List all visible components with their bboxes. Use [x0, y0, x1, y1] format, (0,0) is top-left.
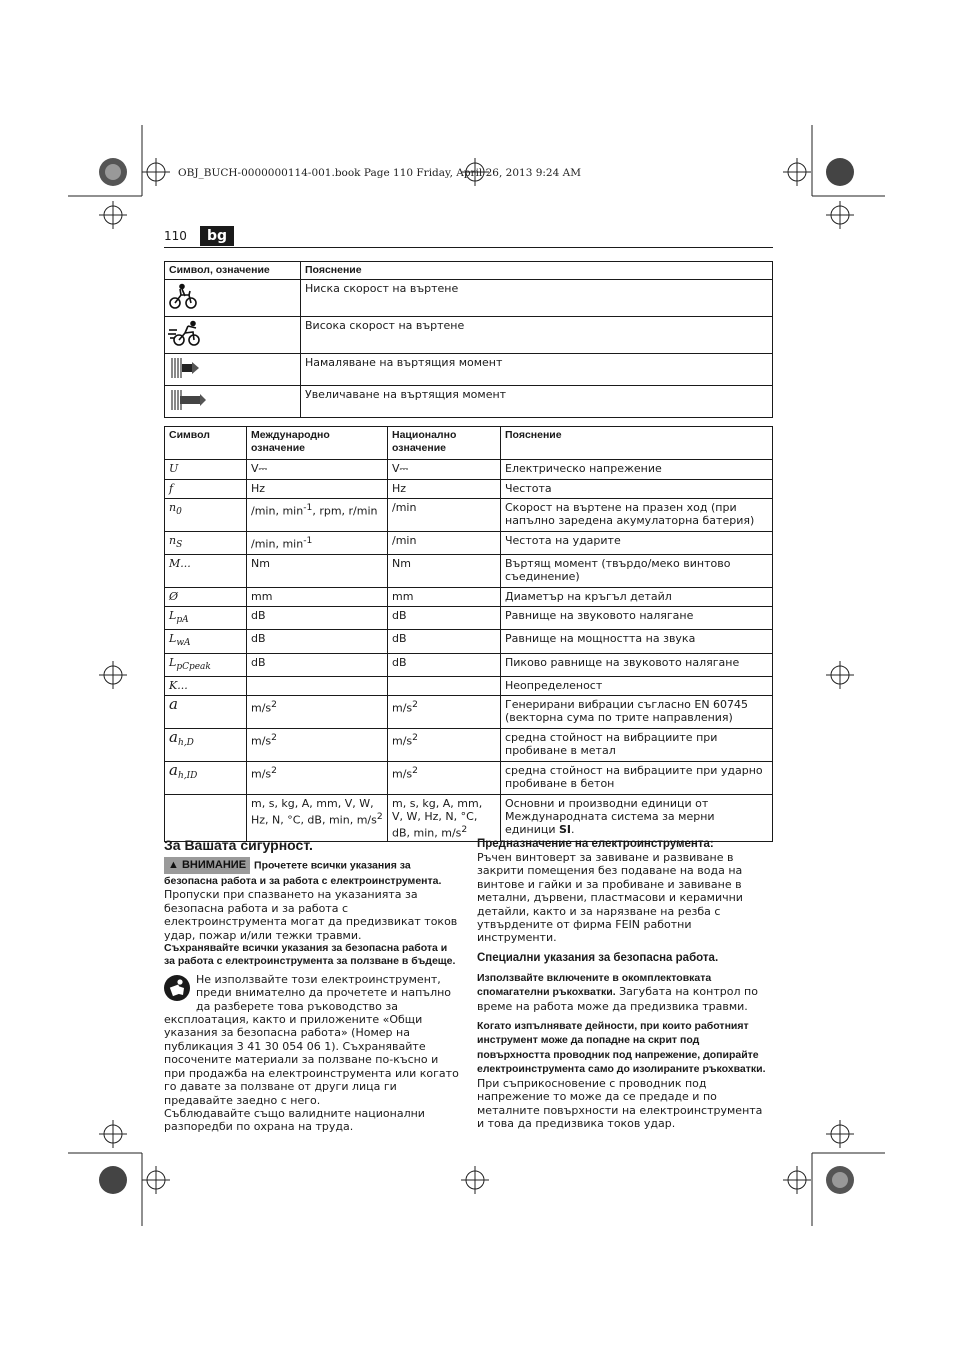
- national-unit-cell: dB: [388, 607, 501, 630]
- warning-paragraph: [164, 857, 460, 942]
- symbol-cell: [165, 630, 247, 653]
- symbol-text: Ø: [169, 590, 179, 604]
- symbol-subscript: wA: [176, 638, 191, 649]
- description-cell: Ниска скорост на въртене: [301, 280, 773, 317]
- read-manual-text: Не използвайте този електроинструмент, преди внимателно да прочетете и напълно да разберете това ръководство за експлоатация, както и приложените «Общи указания за безопасна работа» (Номер на публикация 3 41 30 054 06 1). Съхранявайте посочените материали за ползване по-късно и при продажба на електроинструмента или когато го давате за ползване от други лица ги предавайте заедно с него.: [164, 972, 459, 1107]
- table-row: [165, 676, 773, 695]
- table-row: [165, 354, 773, 386]
- symbol-cell: [165, 280, 301, 317]
- international-unit-cell: m, s, kg, A, mm, V, W, Hz, N, °C, dB, min, $m/s^2$: [247, 794, 388, 842]
- page-number: 110: [164, 229, 187, 243]
- symbol-cell: [165, 499, 247, 532]
- wire-bold-text: Когато изпълнявате дейности, при които работният инструмент може да попадне на скрит под повърхността проводник под напрежение, допирайте електроинструмента само до изолираните ръкохватки.: [477, 1020, 766, 1076]
- table-row: [165, 794, 773, 842]
- description-cell: Електрическо напрежение: [501, 460, 773, 480]
- symbols-table: [164, 261, 773, 418]
- international-unit-cell: /min, $\min^{-1}$, rpm, r/min: [247, 499, 388, 532]
- torque-decrease-icon: [168, 357, 202, 379]
- symbol-cell: [165, 695, 247, 728]
- symbol-cell: [165, 588, 247, 607]
- table-row: [165, 280, 773, 317]
- symbol-text: a: [169, 760, 178, 779]
- section-title: За Вашата сигурност.: [164, 837, 313, 853]
- column-header: Пояснение: [301, 262, 773, 280]
- international-unit-cell: [247, 676, 388, 695]
- print-header: OBJ_BUCH-0000000114-001.book Page 110 Friday, April 26, 2013 9:24 AM: [178, 167, 581, 179]
- description-cell: Увеличаване на въртящия момент: [301, 386, 773, 418]
- special-safety-title: Специални указания за безопасна работа.: [477, 951, 719, 964]
- symbol-text: n: [169, 501, 177, 514]
- symbol-subscript: pCpeak: [176, 661, 211, 672]
- international-unit-cell: $m/s^2$: [247, 728, 388, 761]
- symbol-cell: [165, 480, 247, 499]
- wire-text: При съприкосновение с проводник под напрежение то може да се предаде и по металните повърхности на електроинструмента и това да предизвика токов удар.: [477, 1076, 763, 1130]
- warning-bold-text: Прочетете всички указания за безопасна работа и за работа с електроинструмента.: [164, 859, 442, 887]
- symbol-text: U: [169, 462, 179, 475]
- description-cell: Пиково равнище на звуковото налягане: [501, 653, 773, 676]
- national-unit-cell: mm: [388, 588, 501, 607]
- column-header: Пояснение: [501, 427, 773, 460]
- national-unit-cell: m, s, kg, A, mm, V, W, Hz, N, °C, dB, min, $m/s^2$: [388, 794, 501, 842]
- description-cell: Неопределеност: [501, 676, 773, 695]
- symbol-text: a: [169, 727, 178, 746]
- table-row: [165, 460, 773, 480]
- symbol-cell: [165, 460, 247, 480]
- purpose-text: Ръчен винтоверт за завиване и развиване в закрити помещения без подаване на вода на винтове и гайки и за пробиване и завиване в метални, дървени, пластмасови и керамични детайли, както и за нарязване на резба с утвърдените от фирма FEIN работни инструменти.: [477, 851, 743, 945]
- handles-text: Загубата на контрол по време на работа може да предизвика травми.: [477, 985, 758, 1013]
- slow-cyclist-icon: [168, 283, 200, 310]
- symbol-cell: [165, 386, 301, 418]
- warning-label: ВНИМАНИЕ: [181, 859, 247, 871]
- symbol-cell: [165, 317, 301, 354]
- symbol-subscript: pA: [176, 615, 189, 626]
- warning-badge: [164, 857, 250, 874]
- torque-increase-icon: [168, 389, 208, 411]
- symbol-cell: [165, 761, 247, 794]
- international-unit-cell: /min, $\min^{-1}$: [247, 532, 388, 555]
- symbol-cell: [165, 794, 247, 842]
- description-cell: средна стойност на вибрациите при ударно пробиване в бетон: [501, 761, 773, 794]
- keep-instructions-text: Съхранявайте всички указания за безопасна работа и за работа с електроинструмента за ползване в бъдеще.: [164, 942, 456, 968]
- symbol-text: a: [169, 694, 178, 713]
- fast-cyclist-icon: [168, 320, 202, 347]
- table-row: [165, 386, 773, 418]
- symbol-subscript: S: [176, 540, 183, 551]
- national-unit-cell: $m/s^2$: [388, 761, 501, 794]
- international-unit-cell: $m/s^2$: [247, 761, 388, 794]
- description-cell: Равнище на мощността на звука: [501, 630, 773, 653]
- read-manual-icon: [164, 975, 190, 1001]
- symbol-cell: [165, 728, 247, 761]
- national-unit-cell: /min: [388, 532, 501, 555]
- symbol-cell: [165, 607, 247, 630]
- table-row: [165, 588, 773, 607]
- description-cell: Честота: [501, 480, 773, 499]
- description-cell: Намаляване на въртящия момент: [301, 354, 773, 386]
- handles-bold-text: Използвайте включените в окомплектовката спомагателни ръкохватки.: [477, 971, 712, 999]
- national-unit-cell: dB: [388, 630, 501, 653]
- symbol-text: L: [169, 609, 177, 623]
- international-unit-cell: dB: [247, 607, 388, 630]
- table-row: [165, 728, 773, 761]
- symbol-subscript: h,ID: [177, 770, 198, 781]
- symbol-cell: [165, 653, 247, 676]
- table-row: [165, 607, 773, 630]
- units-table: [164, 426, 773, 842]
- handles-paragraph: [477, 971, 773, 1013]
- wire-paragraph: [477, 1019, 773, 1130]
- table-header-row: [165, 262, 773, 280]
- symbol-text: n: [169, 534, 177, 547]
- description-cell: Диаметър на кръгъл детайл: [501, 588, 773, 607]
- symbol-subscript: h,D: [177, 737, 194, 748]
- national-unit-cell: V⎓: [388, 460, 501, 480]
- national-unit-cell: [388, 676, 501, 695]
- safety-section: [164, 837, 460, 1134]
- warning-triangle-icon: ▲: [168, 859, 179, 871]
- symbol-subscript: 0: [176, 507, 182, 518]
- international-unit-cell: V⎓: [247, 460, 388, 480]
- description-cell: Генерирани вибрации съгласно EN 60745 (векторна сума по трите направления): [501, 695, 773, 728]
- table-row: [165, 499, 773, 532]
- table-row: [165, 630, 773, 653]
- table-row: [165, 653, 773, 676]
- international-unit-cell: mm: [247, 588, 388, 607]
- table-row: [165, 761, 773, 794]
- table-row: [165, 480, 773, 499]
- symbol-text: f: [169, 482, 174, 495]
- international-unit-cell: dB: [247, 630, 388, 653]
- symbol-text: K...: [169, 678, 188, 692]
- international-unit-cell: $m/s^2$: [247, 695, 388, 728]
- description-cell: Въртящ момент (твърдо/меко винтово съединение): [501, 555, 773, 588]
- column-header: Национално означение: [388, 427, 501, 460]
- table-row: [165, 695, 773, 728]
- description-cell: Скорост на въртене на празен ход (при напълно заредена акумулаторна батерия): [501, 499, 773, 532]
- purpose-section: [477, 837, 773, 1130]
- description-cell: Висока скорост на въртене: [301, 317, 773, 354]
- international-unit-cell: Hz: [247, 480, 388, 499]
- symbol-text: L: [169, 632, 177, 646]
- international-unit-cell: Nm: [247, 555, 388, 588]
- warning-text: Пропуски при спазването на указанията за безопасна работа и за работа с електроинструмента могат да предизвикат токов удар, пожар и/или тежки травми.: [164, 888, 458, 942]
- symbol-cell: [165, 354, 301, 386]
- symbol-text: L: [169, 655, 177, 669]
- table-row: [165, 532, 773, 555]
- language-badge: bg: [200, 226, 234, 246]
- description-cell: Основни и производни единици от Международната система за мерни единици SI.: [501, 794, 773, 842]
- symbol-cell: [165, 676, 247, 695]
- column-header: Символ: [165, 427, 247, 460]
- symbol-text: M...: [169, 557, 191, 571]
- column-header: Символ, означение: [165, 262, 301, 280]
- national-unit-cell: /min: [388, 499, 501, 532]
- national-rules-text: Съблюдавайте също валидните национални разпоредби по охрана на труда.: [164, 1106, 425, 1134]
- international-unit-cell: dB: [247, 653, 388, 676]
- read-manual-paragraph: [164, 973, 460, 1107]
- column-header: Международно означение: [247, 427, 388, 460]
- header-rule: [164, 247, 773, 248]
- table-row: [165, 555, 773, 588]
- description-cell: средна стойност на вибрациите при пробиване в метал: [501, 728, 773, 761]
- symbol-cell: [165, 555, 247, 588]
- table-header-row: [165, 427, 773, 460]
- table-row: [165, 317, 773, 354]
- national-unit-cell: $m/s^2$: [388, 695, 501, 728]
- national-unit-cell: dB: [388, 653, 501, 676]
- national-unit-cell: Hz: [388, 480, 501, 499]
- national-unit-cell: $m/s^2$: [388, 728, 501, 761]
- national-unit-cell: Nm: [388, 555, 501, 588]
- purpose-title: Предназначение на електроинструмента:: [477, 838, 714, 850]
- description-cell: Равнище на звуковото налягане: [501, 607, 773, 630]
- description-cell: Честота на ударите: [501, 532, 773, 555]
- symbol-cell: [165, 532, 247, 555]
